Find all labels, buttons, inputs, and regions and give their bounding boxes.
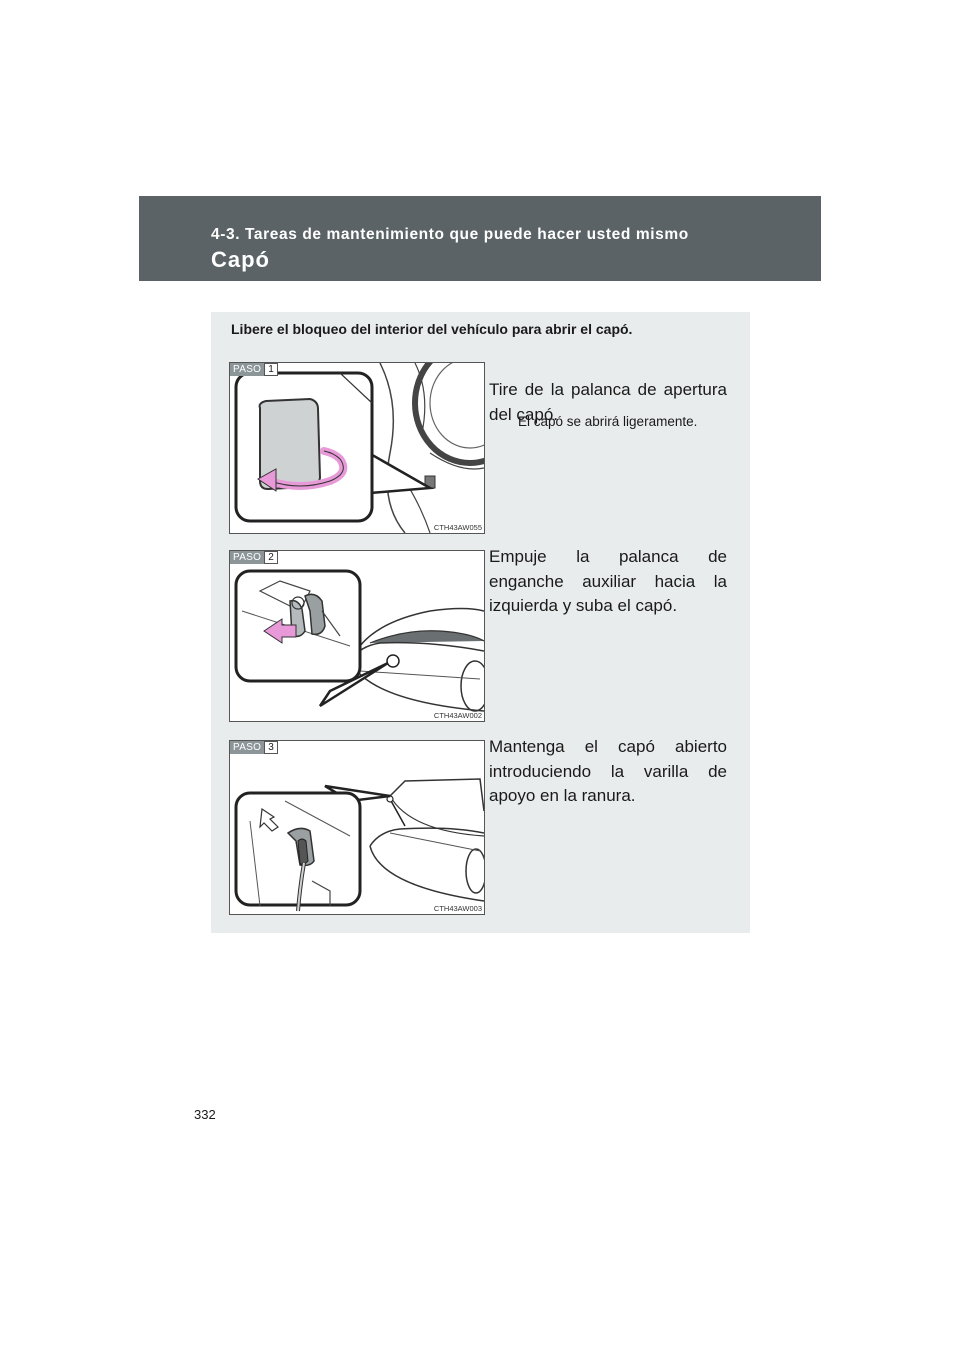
step-2-number: 2 [264, 551, 278, 564]
hood-release-lever-illustration [230, 363, 484, 533]
step-1-figure [229, 362, 485, 534]
section-title: 4-3. Tareas de mantenimiento que puede hacer usted mismo [211, 226, 689, 243]
step-2-text: Empuje la palanca de enganche auxiliar hacia la izquierda y suba el capó. [489, 547, 727, 615]
step-2-label: PASO [230, 551, 264, 564]
step-1-badge [230, 363, 278, 376]
step-3-text: Mantenga el capó abierto introduciendo la varilla de apoyo en la ranura. [489, 737, 727, 805]
step-3-badge [230, 741, 278, 754]
figure-code-3: CTH43AW003 [433, 904, 482, 913]
instruction-panel [211, 312, 750, 933]
step-3-figure [229, 740, 485, 915]
step-1-text: Tire de la palanca de apertura del capó. [489, 380, 727, 424]
page-number: 332 [194, 1107, 216, 1122]
step-1-label: PASO [230, 363, 264, 376]
step-1-number: 1 [264, 363, 278, 376]
step-3-number: 3 [264, 741, 278, 754]
section-header [139, 196, 821, 281]
intro-text: Libere el bloqueo del interior del vehículo para abrir el capó. [231, 321, 633, 337]
figure-code-2: CTH43AW002 [433, 711, 482, 720]
step-1-note: El capó se abrirá ligeramente. [518, 414, 698, 429]
step-3-label: PASO [230, 741, 264, 754]
auxiliary-catch-illustration [230, 551, 484, 721]
step-2-badge [230, 551, 278, 564]
figure-code-1: CTH43AW055 [433, 523, 482, 532]
hood-support-rod-illustration [230, 741, 484, 914]
page-title: Capó [211, 247, 270, 272]
step-2-figure [229, 550, 485, 722]
